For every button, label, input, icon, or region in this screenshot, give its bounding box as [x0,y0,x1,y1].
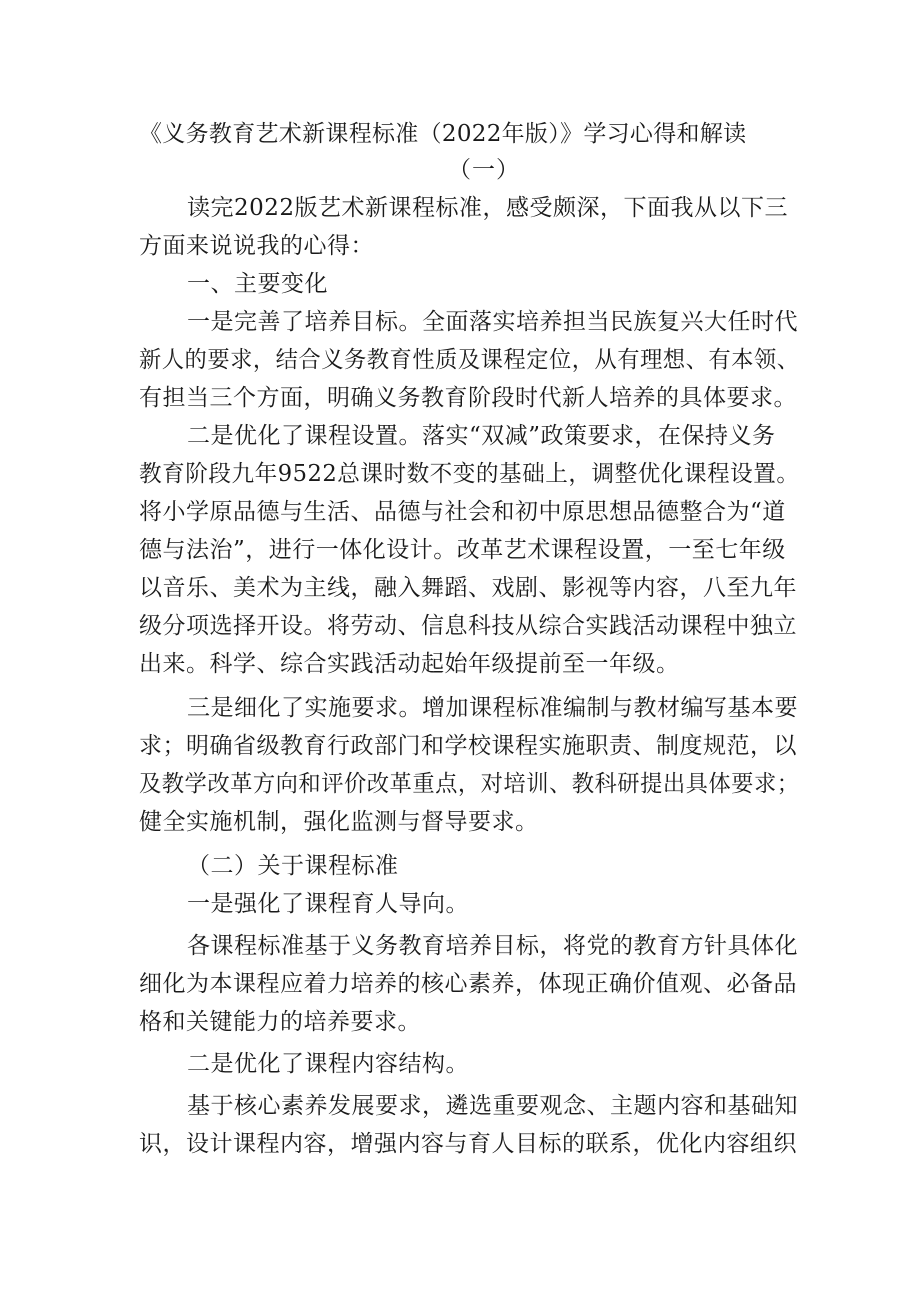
paragraph-line: 健全实施机制，强化监测与督导要求。 [139,809,539,835]
paragraph-line: 二是优化了课程内容结构。 [187,1051,469,1077]
paragraph-line: 格和关键能力的培养要求。 [139,1009,421,1035]
paragraph-line: 二是优化了课程设置。落实“双减”政策要求，在保持义务 [187,423,776,449]
paragraph-line: 求；明确省级教育行政部门和学校课程实施职责、制度规范，以 [139,733,797,759]
paragraph-line: 新人的要求，结合义务教育性质及课程定位，从有理想、有本领、 [139,347,800,373]
paragraph-line: 细化为本课程应着力培养的核心素养，体现正确价值观、必备品 [139,971,797,997]
paragraph-line: 将小学原品德与生活、品德与社会和初中原思想品德整合为“道 [139,499,786,525]
paragraph-line: 识，设计课程内容，增强内容与育人目标的联系，优化内容组织 [139,1131,797,1157]
paragraph-line: 有担当三个方面，明确义务教育阶段时代新人培养的具体要求。 [139,385,797,411]
paragraph-line: 级分项选择开设。将劳动、信息科技从综合实践活动课程中独立 [139,613,797,639]
paragraph-line: 以音乐、美术为主线，融入舞蹈、戏剧、影视等内容，八至九年 [139,575,797,601]
paragraph-line: 教育阶段九年9522总课时数不变的基础上，调整优化课程设置。 [139,461,800,487]
section-heading: 一、主要变化 [187,271,328,297]
paragraph-line: 读完2022版艺术新课程标准，感受颇深，下面我从以下三 [187,195,789,221]
paragraph-line: 出来。科学、综合实践活动起始年级提前至一年级。 [139,651,680,677]
paragraph-line: 一是完善了培养目标。全面落实培养担当民族复兴大任时代 [187,309,798,335]
paragraph-line: 德与法治”，进行一体化设计。改革艺术课程设置，一至七年级 [139,537,786,563]
paragraph-line: 各课程标准基于义务教育培养目标，将党的教育方针具体化 [187,933,798,959]
document-subtitle: （一） [448,157,520,183]
section-heading: （二）关于课程标准 [187,853,399,879]
paragraph-line: 一是强化了课程育人导向。 [187,891,469,917]
paragraph-line: 及教学改革方向和评价改革重点，对培训、教科研提出具体要求； [139,771,800,797]
paragraph-line: 基于核心素养发展要求，遴选重要观念、主题内容和基础知 [187,1093,798,1119]
paragraph-line: 三是细化了实施要求。增加课程标准编制与教材编写基本要 [187,695,798,721]
paragraph-line: 方面来说说我的心得： [139,233,374,259]
document-title: 《义务教育艺术新课程标准（2022年版）》学习心得和解读 [139,121,747,147]
